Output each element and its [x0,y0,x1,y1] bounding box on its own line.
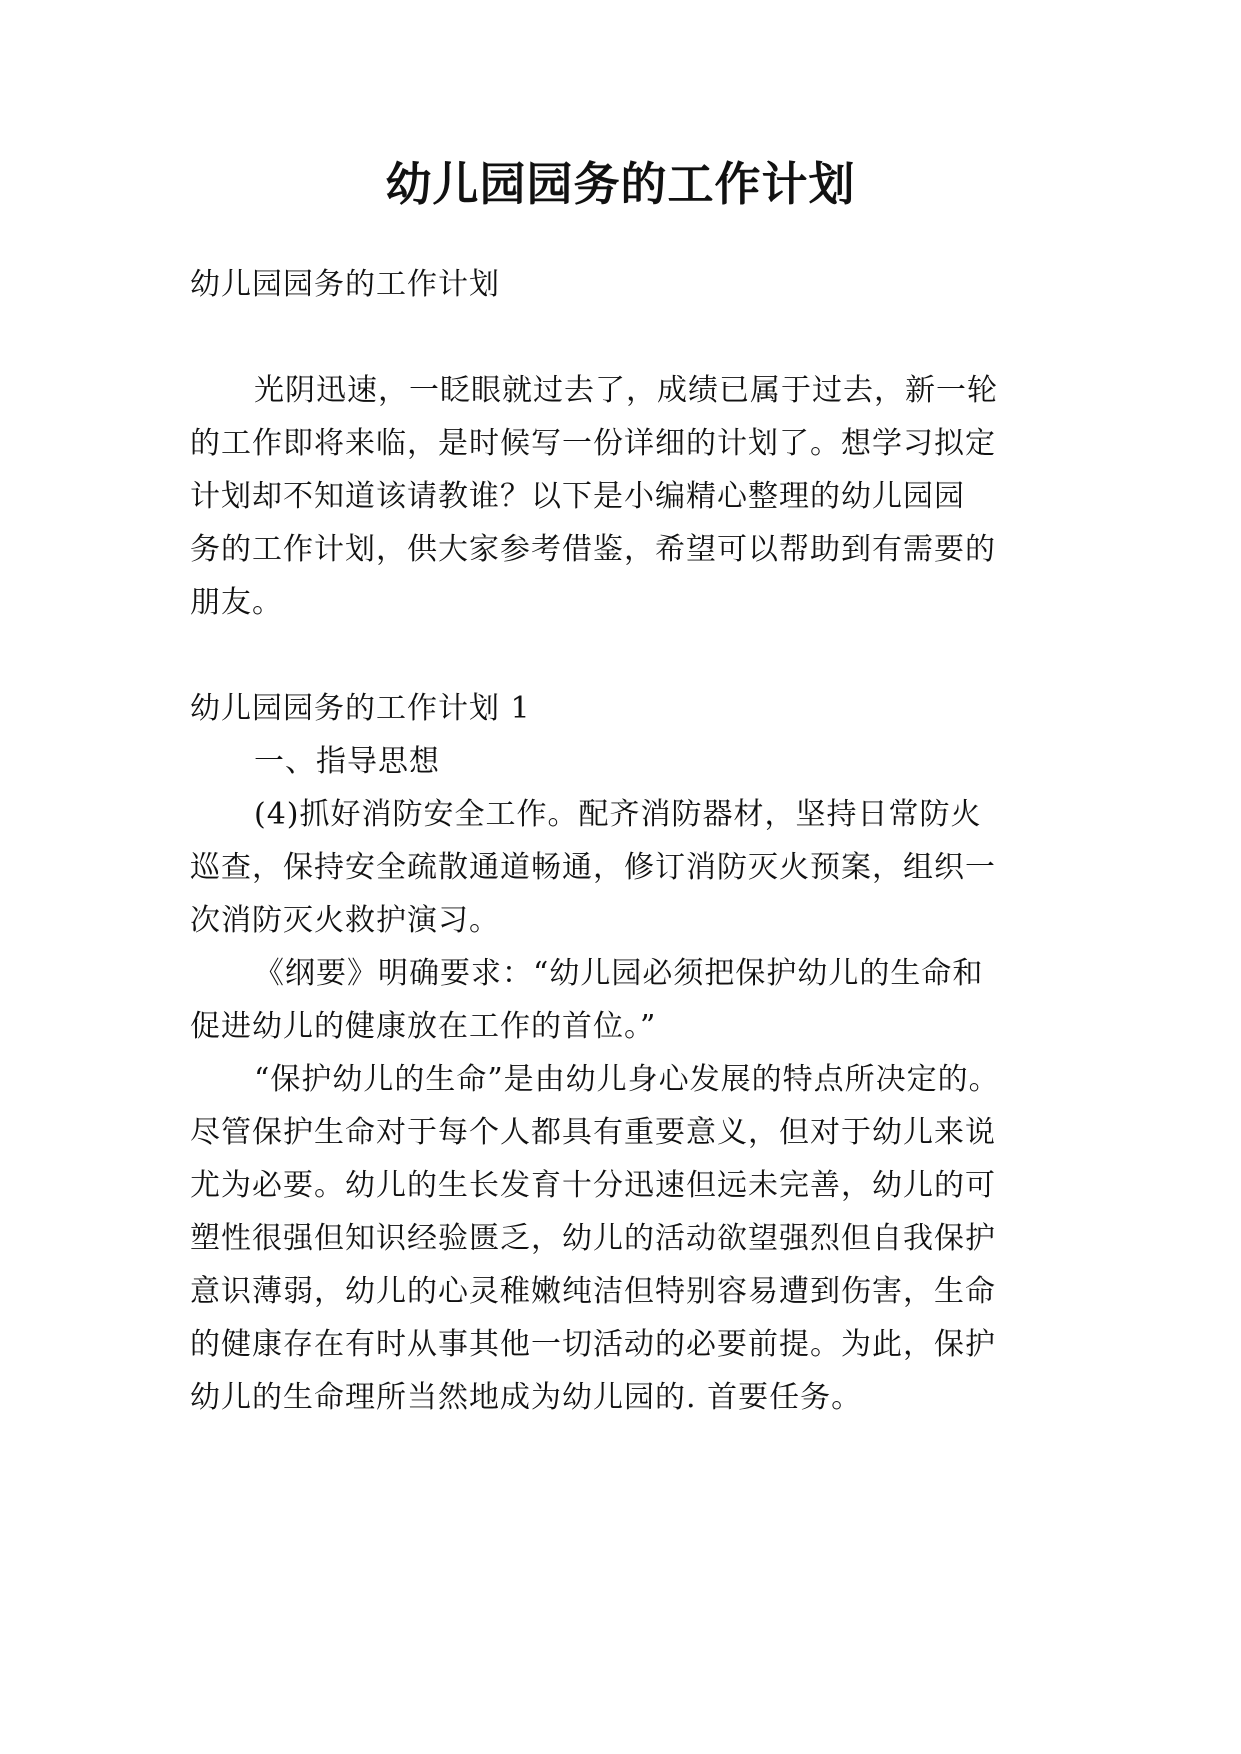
guideline-heading: 一、指导思想 [254,744,440,779]
intro-line-4: 务的工作计划，供大家参考借鉴，希望可以帮助到有需要的 [190,532,996,567]
protect-line-2: 尽管保护生命对于每个人都具有重要意义，但对于幼儿来说 [190,1115,996,1150]
protect-line-7: 幼儿的生命理所当然地成为幼儿园的. 首要任务。 [190,1380,863,1415]
document-title: 幼儿园园务的工作计划 [385,157,856,211]
document-subtitle: 幼儿园园务的工作计划 [190,267,500,302]
outline-line-2: 促进幼儿的健康放在工作的首位。” [190,1009,657,1044]
protect-line-5: 意识薄弱，幼儿的心灵稚嫩纯洁但特别容易遭到伤害，生命 [190,1274,996,1309]
protect-line-6: 的健康存在有时从事其他一切活动的必要前提。为此，保护 [190,1327,996,1362]
protect-line-4: 塑性很强但知识经验匮乏，幼儿的活动欲望强烈但自我保护 [190,1221,996,1256]
item4-line-1: (4)抓好消防安全工作。配齐消防器材，坚持日常防火 [254,797,982,832]
section-heading: 幼儿园园务的工作计划 1 [190,691,531,726]
intro-line-5: 朋友。 [190,585,283,620]
intro-line-1: 光阴迅速，一眨眼就过去了，成绩已属于过去，新一轮 [254,373,998,408]
item4-line-2: 巡查，保持安全疏散通道畅通，修订消防灭火预案，组织一 [190,850,996,885]
outline-line-1: 《纲要》明确要求：“幼儿园必须把保护幼儿的生命和 [254,956,984,991]
item4-line-3: 次消防灭火救护演习。 [190,903,500,938]
intro-line-2: 的工作即将来临，是时候写一份详细的计划了。想学习拟定 [190,426,996,461]
protect-line-3: 尤为必要。幼儿的生长发育十分迅速但远未完善，幼儿的可 [190,1168,996,1203]
intro-line-3: 计划却不知道该请教谁？以下是小编精心整理的幼儿园园 [190,479,965,514]
protect-line-1: “保护幼儿的生命”是由幼儿身心发展的特点所决定的。 [254,1062,1000,1097]
